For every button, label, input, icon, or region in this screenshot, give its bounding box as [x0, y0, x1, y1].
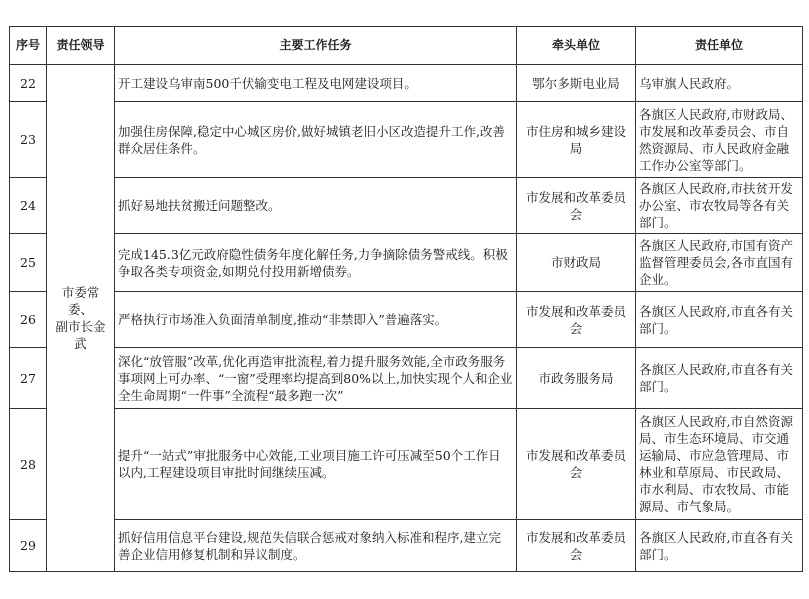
responsible-units: 各旗区人民政府,市财政局、市发展和改革委员会、市自然资源局、市人民政府金融工作办公室等部门。 — [636, 102, 803, 178]
task-description: 抓好信用信息平台建设,规范失信联合惩戒对象纳入标准和程序,建立完善企业信用修复机制和异议制度。 — [115, 520, 517, 572]
table-row — [10, 65, 803, 102]
header-row — [10, 27, 803, 65]
lead-unit: 市发展和改革委员会 — [517, 292, 636, 348]
header-lead-unit: 牵头单位 — [517, 27, 636, 65]
leader-name: 副市长金武 — [55, 319, 106, 351]
lead-unit: 市政务服务局 — [517, 348, 636, 409]
table-row — [10, 520, 803, 572]
row-number: 24 — [10, 178, 47, 234]
row-number: 27 — [10, 348, 47, 409]
responsible-units: 各旗区人民政府,市自然资源局、市生态环境局、市交通运输局、市应急管理局、市林业和草原局、市民政局、市水利局、市农牧局、市能源局、市气象局。 — [636, 409, 803, 520]
header-leader: 责任领导 — [47, 27, 115, 65]
task-description: 加强住房保障,稳定中心城区房价,做好城镇老旧小区改造提升工作,改善群众居住条件。 — [115, 102, 517, 178]
header-no: 序号 — [10, 27, 47, 65]
responsible-leader — [47, 65, 115, 572]
row-number: 25 — [10, 234, 47, 292]
responsible-units: 各旗区人民政府,市直各有关部门。 — [636, 520, 803, 572]
lead-unit: 市住房和城乡建设局 — [517, 102, 636, 178]
responsible-units: 各旗区人民政府,市国有资产监督管理委员会,各市直国有企业。 — [636, 234, 803, 292]
responsible-units: 各旗区人民政府,市扶贫开发办公室、市农牧局等各有关部门。 — [636, 178, 803, 234]
table-row — [10, 178, 803, 234]
row-number: 22 — [10, 65, 47, 102]
task-description: 完成145.3亿元政府隐性债务年度化解任务,力争摘除债务警戒线。积极争取各类专项资金,如期兑付投用新增债券。 — [115, 234, 517, 292]
task-description: 严格执行市场准入负面清单制度,推动“非禁即入”普遍落实。 — [115, 292, 517, 348]
header-task: 主要工作任务 — [115, 27, 517, 65]
task-table — [9, 26, 803, 572]
leader-title: 市委常委、 — [61, 285, 100, 317]
lead-unit: 市发展和改革委员会 — [517, 178, 636, 234]
lead-unit: 鄂尔多斯电业局 — [517, 65, 636, 102]
lead-unit: 市发展和改革委员会 — [517, 520, 636, 572]
responsible-units: 各旗区人民政府,市直各有关部门。 — [636, 292, 803, 348]
table-row — [10, 234, 803, 292]
table-row — [10, 348, 803, 409]
header-resp: 责任单位 — [636, 27, 803, 65]
table-row — [10, 292, 803, 348]
responsible-units: 乌审旗人民政府。 — [636, 65, 803, 102]
row-number: 29 — [10, 520, 47, 572]
table-row — [10, 102, 803, 178]
task-description: 提升“一站式”审批服务中心效能,工业项目施工许可压减至50个工作日以内,工程建设项目审批时间继续压减。 — [115, 409, 517, 520]
row-number: 26 — [10, 292, 47, 348]
task-description: 开工建设乌审南500千伏输变电工程及电网建设项目。 — [115, 65, 517, 102]
table-row — [10, 409, 803, 520]
lead-unit: 市发展和改革委员会 — [517, 409, 636, 520]
responsible-units: 各旗区人民政府,市直各有关部门。 — [636, 348, 803, 409]
task-description: 深化“放管服”改革,优化再造审批流程,着力提升服务效能,全市政务服务事项网上可办率、“一窗”受理率均提高到80%以上,加快实现个人和企业全生命周期“一件事”全流程“最多跑一次” — [115, 348, 517, 409]
row-number: 28 — [10, 409, 47, 520]
task-description: 抓好易地扶贫搬迁问题整改。 — [115, 178, 517, 234]
row-number: 23 — [10, 102, 47, 178]
lead-unit: 市财政局 — [517, 234, 636, 292]
